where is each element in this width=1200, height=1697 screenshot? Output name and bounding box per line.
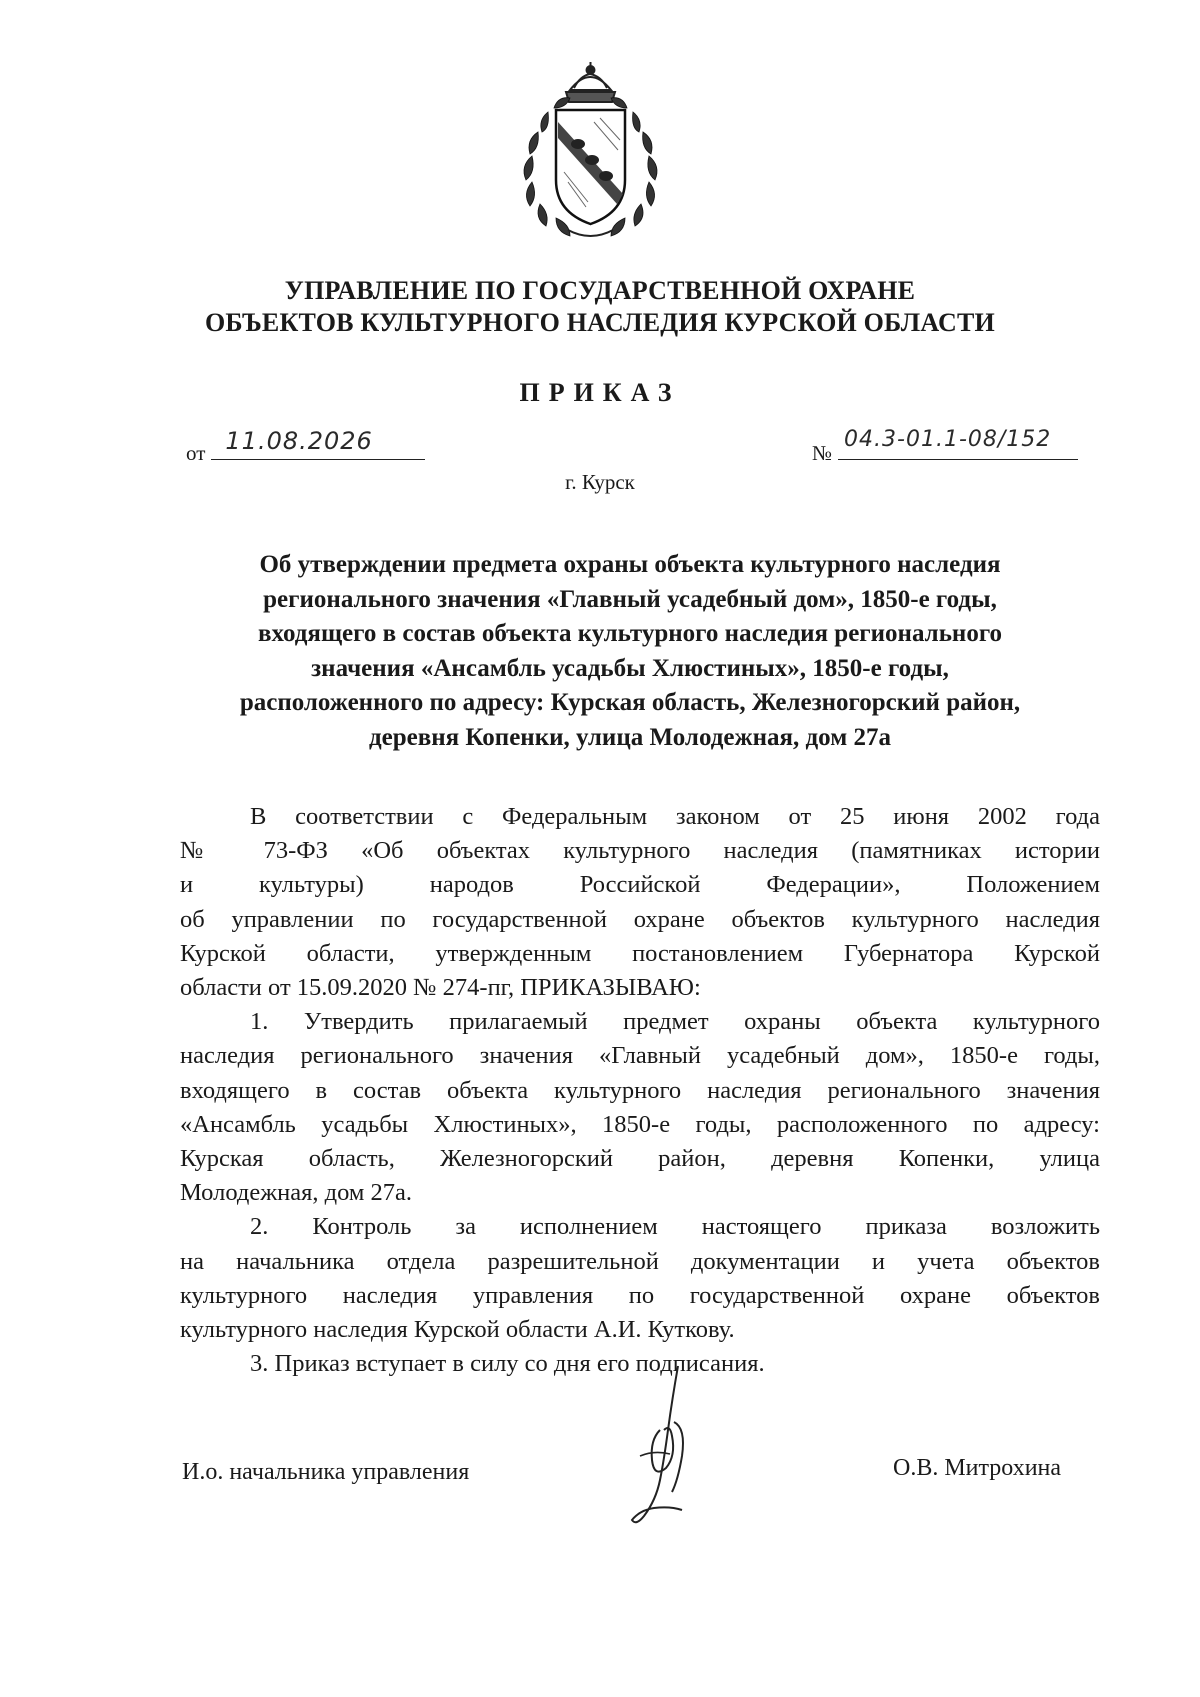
body-line: культурного наследия Курской области А.И. Куткову. <box>180 1316 735 1344</box>
date-value: 11.08.2026 <box>225 427 373 455</box>
org-name-line-1: УПРАВЛЕНИЕ ПО ГОСУДАРСТВЕННОЙ ОХРАНЕ <box>284 276 916 305</box>
signatory-name: О.В. Митрохина <box>893 1455 1062 1481</box>
body-line: об управлении по государственной охране объектов культурного наследия <box>180 905 1100 933</box>
date-field <box>186 427 425 466</box>
date-underline <box>211 427 425 460</box>
document-body <box>180 800 1100 1381</box>
date-prefix: от <box>186 441 206 465</box>
document-type: ПРИКАЗ <box>519 378 681 407</box>
org-name-line-2: ОБЪЕКТОВ КУЛЬТУРНОГО НАСЛЕДИЯ КУРСКОЙ ОБЛАСТИ <box>205 308 995 337</box>
body-line: на начальника отдела разрешительной документации и учета объектов <box>180 1247 1100 1275</box>
body-line: Курской области, утвержденным постановлением Губернатора Курской <box>180 939 1100 967</box>
body-line: № 73-ФЗ «Об объектах культурного наследия (памятниках истории <box>180 837 1100 865</box>
number-field <box>812 427 1078 466</box>
title-line: значения «Ансамбль усадьбы Хлюстиных», 1850-е годы, <box>311 654 949 682</box>
signatory-position: И.о. начальника управления <box>182 1459 470 1485</box>
title-line: входящего в состав объекта культурного наследия регионального <box>257 620 1003 647</box>
body-line: Молодежная, дом 27а. <box>180 1179 413 1207</box>
body-line: В соответствии с Федеральным законом от 25 июня 2002 года <box>250 803 1100 830</box>
title-line: Об утверждении предмета охраны объекта культурного наследия <box>259 551 1001 578</box>
body-line: культурного наследия управления по государственной охране объектов <box>180 1281 1100 1309</box>
body-line: 3. Приказ вступает в силу со дня его подписания. <box>250 1350 765 1378</box>
body-line: 1. Утвердить прилагаемый предмет охраны объекта культурного <box>250 1008 1100 1036</box>
body-line: 2. Контроль за исполнением настоящего приказа возложить <box>250 1213 1100 1241</box>
handwritten-signature <box>620 1360 710 1535</box>
number-value: 04.3-01.1-08/152 <box>844 427 1052 452</box>
body-line: входящего в состав объекта культурного наследия регионального значения <box>180 1076 1100 1104</box>
city: г. Курск <box>565 470 635 494</box>
title-line: деревня Копенки, улица Молодежная, дом 27а <box>369 723 891 751</box>
body-line: области от 15.09.2020 № 274-пг, ПРИКАЗЫВАЮ: <box>180 974 701 1002</box>
document-title <box>170 548 1090 755</box>
number-prefix: № <box>812 441 833 465</box>
body-line: Курская область, Железногорский район, деревня Копенки, улица <box>180 1145 1100 1173</box>
body-line: «Ансамбль усадьбы Хлюстиных», 1850-е годы, расположенного по адресу: <box>180 1110 1100 1138</box>
number-underline <box>838 427 1078 460</box>
kursk-coat-of-arms-icon <box>508 62 673 242</box>
body-line: и культуры) народов Российской Федерации», Положением <box>180 871 1100 899</box>
title-line: расположенного по адресу: Курская область, Железногорский район, <box>239 689 1021 716</box>
title-line: регионального значения «Главный усадебный дом», 1850-е годы, <box>263 585 997 613</box>
body-line: наследия регионального значения «Главный усадебный дом», 1850-е годы, <box>180 1042 1100 1070</box>
